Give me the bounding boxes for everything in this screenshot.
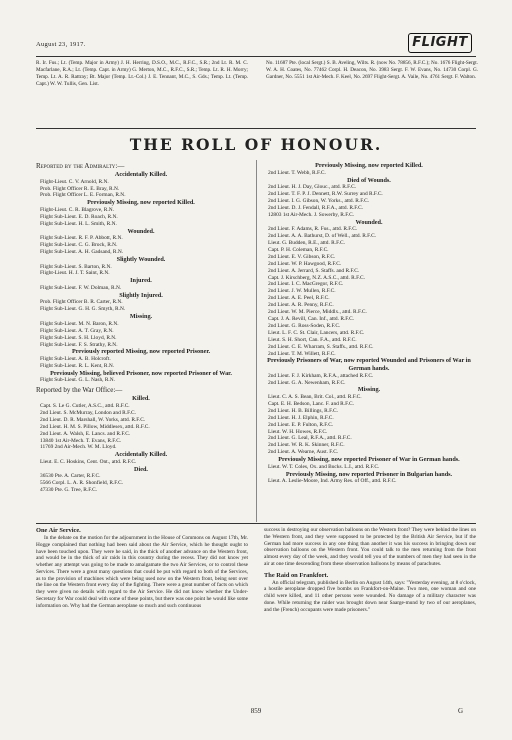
page-date: August 23, 1917. [36,41,86,48]
section-prisoner-bulgarian [264,471,474,486]
section-heading: Accidentally Killed. [114,451,168,459]
roll-entry: Flight Sub-Lieut. F. S. Strathy, R.N. [40,341,118,348]
roll-entry: Lieut. A. Leslie-Moore, Ind. Army Res. of Off., attd. R.F.C. [268,478,397,485]
flight-logo: FLIGHT [408,33,472,53]
header-rule [36,56,476,57]
roll-entry: 2nd Lieut. A. Walsh, E. Lancs. and R.F.C. [40,430,131,437]
section-heading: Accidentally Killed. [114,171,168,178]
section-heading: Wounded. [355,218,383,226]
section-wounded [36,228,246,256]
roll-entry: Prob. Flight Officer L. E. Forman, R.N. [40,192,126,199]
roll-entry: Capt. J. Kirschberg, N.Z. A.S.C., attd. R.F.C. [268,274,365,281]
roll-entry: Flight-Lieut. C. V. Arnold, R.N. [40,178,109,185]
honours-right: No. 11687 Pte. (local Sergt.) S. B. Aveling, Wilts. R. (now No. 78856, R.F.C.); No. 1676 Flight-Sergt. W. A. H. Coates, No. 77462 Corpl. H. Deacon, No. 3983 Sergt. F. W. Evans, No. 14730 Corpl. G. Gardner, No. 5551 1st Air-Mech. F. Keel, No. 2697 Flight-Sergt. A. Vaile, No. 4761 Sergt. F. Walton. [266,60,478,80]
roll-entry: 2nd Lieut. D. R. Marshall, W. Yorks, attd. R.F.C. [40,416,146,423]
roll-entry: Lieut. W. T. Coles, Ox. and Bucks. L.I., attd. R.F.C. [268,463,380,470]
roll-entry: Flight Sub-Lieut. R. F. P. Abbott, R.N. [40,235,123,242]
section-heading: Died. [134,465,148,473]
section-heading: Previously Missing, now reported Prisoner in Bulgarian hands. [285,470,453,478]
roll-entry: Flight Sub-Lieut. S. H. Lloyd, R.N. [40,334,117,341]
section-died-of-wounds [264,177,474,219]
section-heading: Missing. [129,313,153,321]
roll-entry: 2nd Lieut. A. E. Peel, R.F.C. [268,295,330,302]
roll-entry: 2nd Lieut. H. B. Billings, R.F.C. [268,407,338,414]
roll-entry: 2nd Lieut. F. Adams, R. Fus., attd. R.F.C. [268,226,358,233]
roll-entry: 2nd Lieut. A. R. Penny, R.F.C. [268,302,334,309]
roll-entry: Lieut. L. F. C. St. Clair, Lancers, attd. R.F.C. [268,329,365,336]
roll-entry: Capt. P. H. Coleman, R.F.C. [268,246,329,253]
section-missing-now-killed [264,162,474,177]
roll-entry: 12803 1st Air-Mech. J. Sowerby, R.F.C. [268,211,355,218]
roll-entry: Flight Sub-Lieut. G. L. Nash, R.N. [40,377,116,384]
roll-entry: 2nd Lieut. C. E. Wharram, S. Staffs., attd. R.F.C. [268,343,374,350]
section-injured [36,277,246,292]
section-missing [36,313,246,348]
roll-entry: 2nd Lieut. W. R. K. Skinner, R.F.C. [268,442,345,449]
roll-entry: Prob. Flight Officer B. R. Carter, R.N. [40,299,123,306]
section-heading: Killed. [132,395,150,403]
section-accidentally-killed [36,171,246,199]
section-wounded [264,219,474,358]
section-heading: Wounded. [127,227,155,235]
section-prisoner-german [264,456,474,471]
section-heading: Slightly Wounded. [116,255,166,263]
section-heading: Previously Missing, now reported Killed. [315,162,423,169]
article-heading: One Air Service. [36,527,81,534]
roll-entry: 2nd Lieut. H. J. Elphin, R.F.C. [268,414,334,421]
article-body: An official telegram, published in Berlin on August 14th, says: "Yesterday evening, at 8 o'clock, a hostile aeroplane dropped five bombs on Frankfort-on-Maine. Two men, one woman and one child were killed, and 11 other persons were wounded. No damage of a military character was done. While returning the raider was brought down near Saarge-mund by two of our aeroplanes, and the (French) occupants were made prisoners." [264,579,476,613]
section-heading: Previously Missing, believed Prisoner, now reported Prisoner of War. [50,369,232,377]
roll-entry: 2nd Lieut. G. Leal, R.F.A., attd. R.F.C. [268,435,352,442]
page-number: 859 [250,707,262,715]
section-missing-now-prisoner [36,348,246,369]
section-title: THE ROLL OF HONOUR. [129,135,383,154]
roll-entry: Flight Sub-Lieut. M. N. Baron, R.N. [40,320,119,327]
roll-entry: Lieut. S. H. Short, Can. F.A., attd. R.F.C. [268,336,357,343]
roll-entry: 2nd Lieut. W. P. Hawgood, R.F.C. [268,260,342,267]
section-missing [264,386,474,456]
roll-entry: Flight Sub-Lieut. G. H. G. Smyth, R.N. [40,306,126,313]
roll-entry: 2nd Lieut. E. P. Fulton, R.F.C. [268,421,334,428]
roll-entry: Flight-Lieut. C. R. Blagrove, R.N. [40,206,114,213]
roll-entry: Flight Sub-Lieut. F. W. Dolman, R.N. [40,284,122,291]
section-killed [36,395,246,451]
roll-entry: 2nd Lieut. A. Jerrard, S. Staffs. and R.F.C. [268,267,360,274]
roll-entry: Flight Sub-Lieut. S. Barton, R.N. [40,263,112,270]
section-wo-accidentally-killed [36,451,246,466]
section-believed-prisoner [36,370,246,385]
roll-entry: 11769 2nd Air-Mech. W. M. Lloyd. [40,444,117,451]
bottom-rule [36,523,476,524]
roll-entry: Flight Sub-Lieut. A. H. Gadsand, R.N. [40,249,124,256]
war-office-heading: Reported by the War Office:— [36,386,123,395]
roll-entry: 36530 Pte. A. Carter, R.F.C. [40,473,101,480]
roll-entry: 2nd Lieut. A. Wearne, Aust. F.C. [268,449,339,456]
signature-mark: G [458,707,464,715]
column-divider [256,160,257,522]
roll-entry: 2nd Lieut. G. A. Newenham, R.F.C. [268,379,346,386]
article-one-air-service [36,527,248,609]
section-prisoners-wounded [264,357,474,386]
honours-left: R. Ir. Fus.; Lt. (Temp. Major in Army) J. H. Herring, D.S.O., M.C., R.F.C., S.R.; 2nd Lt. R. M. C. Macfarlane, R.A.; Lt. (Temp. Capt. in Army) G. Merton, M.C., R.F.C., S.R.; Temp. Lt. R. H. Morry; Temp. Lt. A. R. Rattray; Bt. Major (Temp. Lt.-Col.) J. E. Tennant, M.C., S. Gds.; Temp. Lt. (Temp. Capt.) W. W. Tullis, Gen. List. [36,60,248,87]
roll-entry: Capt. S. Le G. Cutler, A.S.C., attd. R.F.C. [40,402,130,409]
roll-entry: Lieut. E. C. Hoskins, Cent. Ont., attd. R.F.C. [40,458,137,465]
roll-entry: 2nd Lieut. G. Ross-Soden, R.F.C. [268,322,341,329]
section-heading: Previously Prisoners of War, now reported Wounded and Prisoners of War in German hands. [267,357,471,373]
roll-entry: 2nd Lieut. A. A. Bathurst, D. of Well., attd. R.F.C. [268,233,377,240]
roll-entry: Flight Sub-Lieut. A. B. Holcroft. [40,356,111,363]
roll-entry: Flight Sub-Lieut. A. T. Gray, R.N. [40,327,114,334]
roll-entry: 2nd Lieut. T. M. Willett, R.F.C. [268,350,336,357]
section-heading: Previously Missing, now reported Prisoner of War in German hands. [278,456,460,464]
roll-entry: 2nd Lieut. D. J. Fendall, R.F.A., attd. R.F.C. [268,204,364,211]
roll-entry: Flight Sub-Lieut. C. G. Brock, R.N. [40,242,118,249]
roll-entry: Capt. J. A. Revill, Can. Inf., attd. R.F.C. [268,316,355,322]
roll-entry: Flight Sub-Lieut. H. L. Smith, R.N. [40,220,117,227]
roll-entry: 2nd Lieut. T. Webb, R.F.C. [268,169,326,176]
roll-entry: 2nd Lieut. I. G. Gibson, W. Yorks., attd. R.F.C. [268,197,370,204]
roll-entry: 2nd Lieut. I. C. MacGregor, R.F.C. [268,281,344,288]
roll-entry: Lieut. C. A. S. Bean, Brit. Col., attd. R.F.C. [268,394,362,401]
roll-entry: 2nd Lieut. W. M. Pierce, Middlx., attd. R.F.C. [268,309,367,316]
admiralty-heading: Reported by the Admiralty:— [36,162,125,170]
roll-entry: Flight Sub-Lieut. R. L. Kent, R.N. [40,362,115,369]
roll-entry: 2nd Lieut. S. McMurray, London and R.F.C. [40,409,136,416]
roll-entry: Lieut. W. H. Howes, R.F.C. [268,428,328,435]
roll-entry: 2nd Lieut. F. J. Kirkham, R.F.A., attached R.F.C. [268,372,374,379]
section-died [36,466,246,494]
roll-entry: 2nd Lieut. T. F. P. J. Dennett, R.W. Surrey and R.F.C. [268,191,383,197]
section-heading: Previously Missing, now reported Killed. [87,199,195,207]
article-body: success in destroying our observation balloons on the Western front? They were behind the lines on the Western front, and they were supposed to be protected by the British Air Service, but if the German had more success in any one thing than another it was his success in bringing down our observation balloons on the Western front. You could talk to the men returning from the front almost every day of the week, and they would tell you of the numbers of men they had seen in the air at one time descending from these observation balloons by means of parachutes. [264,527,476,567]
title-rule [36,128,476,129]
roll-entry: Prob. Flight Officer R. E. Bray, R.N. [40,185,120,192]
section-slightly-injured [36,292,246,313]
section-heading: Previously reported Missing, now reported Prisoner. [71,348,211,356]
article-continuation [264,527,476,613]
section-slightly-wounded [36,256,246,277]
roll-right-column [264,162,474,485]
roll-entry: Lieut. G. Budden, R.E., attd. R.F.C. [268,240,345,247]
roll-entry: Flight-Lieut. H. J. T. Saint, R.N. [40,270,110,277]
article-body: In the debate on the motion for the adjournment in the House of Commons on August 17th, Mr. Hogge complained that nothing had been said about the Air Service, which he thought ought to have been touched upon. They were he said, in the thick of another advance on the Western front, and would be in the thick of air raids in this country during the recess. They did not know yet whether any attempt was going to be made to amalgamate the two Air Services, or to control these Services. There were a great many questions that could be put with regard to both of the Services, as to the provision of machines which were being used now on the Western front, being sent over the line on the Western front every day of the fighting. There were a great number of facts on which they were given no details with regard to the Air Service. He did not know whether the Under-Secretary for War could deal with some of these points, but there was one point he would like some information on. Why had the German aeroplane so much and such continuous [36,535,248,609]
roll-left-column [36,162,246,494]
section-heading: Missing. [357,386,381,394]
roll-entry: 2nd Lieut. H. M. S. Pillow, Middlesex, attd. R.F.C. [40,423,150,430]
section-heading: Injured. [130,277,152,285]
roll-entry: 47330 Pte. G. Tree, R.F.C. [40,487,98,494]
roll-entry: 2nd Lieut. H. J. Day, Glouc., attd. R.F.C. [268,184,357,191]
roll-entry: 2nd Lieut. J. W. Mullen, R.F.C. [268,288,336,295]
article-heading: The Raid on Frankfort. [264,571,329,579]
roll-entry: 13840 1st Air-Mech. T. Evans, R.F.C. [40,437,122,444]
roll-entry: Flight Sub-Lieut. E. D. Roach, R.N. [40,213,118,220]
section-heading: Slightly Injured. [119,291,163,299]
roll-entry: 2nd Lieut. E. V. Gibson, R.F.C. [268,253,336,260]
roll-entry: 5566 Corpl. L. A. R. Shonfield, R.F.C. [40,480,124,487]
section-heading: Died of Wounds. [347,176,391,184]
section-missing-now-killed [36,199,246,227]
roll-entry: Capt. E. H. Bedson, Lanc. F. and R.F.C. [268,400,354,407]
